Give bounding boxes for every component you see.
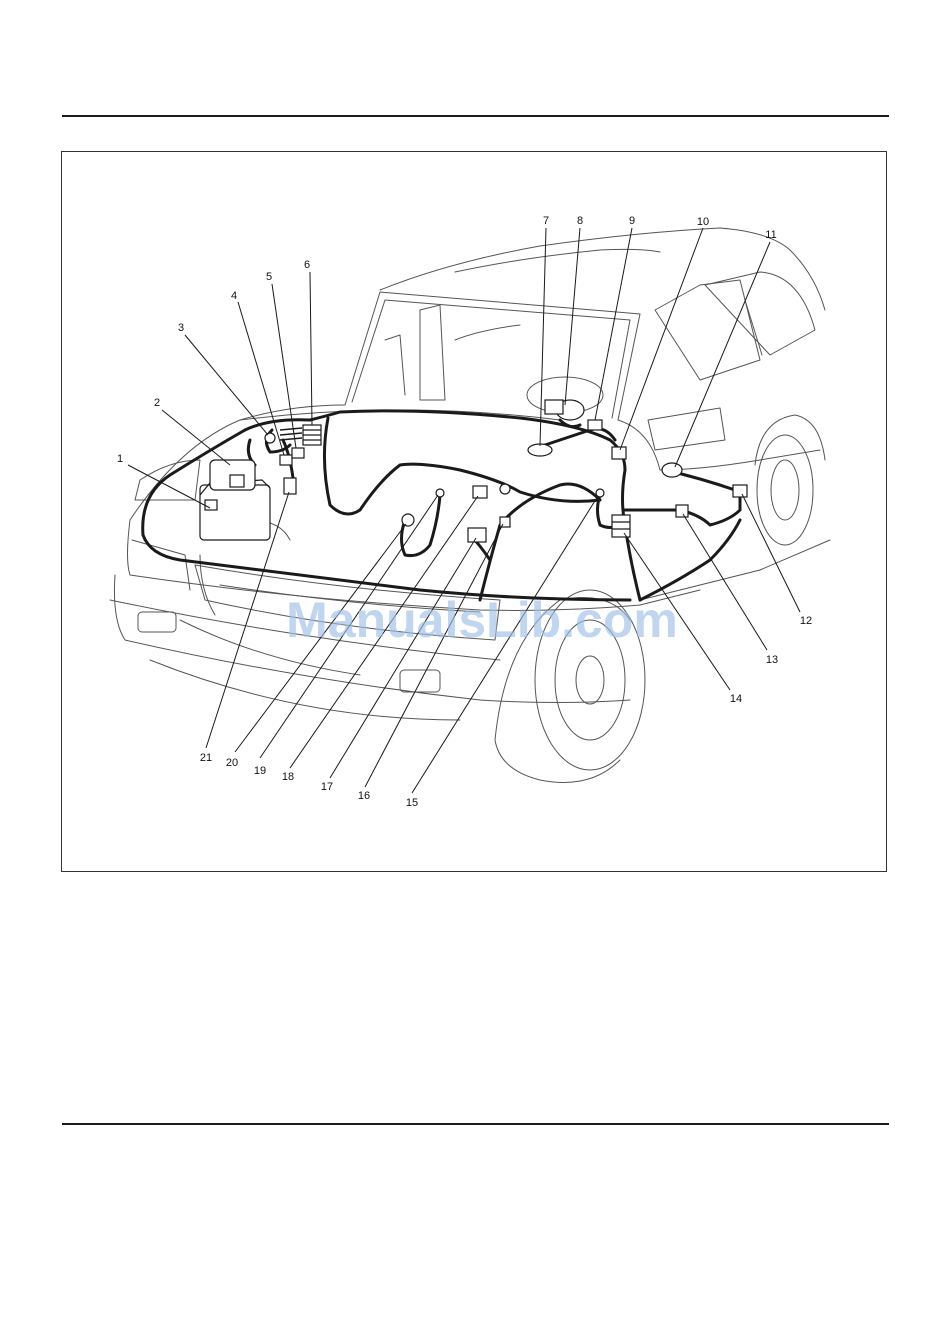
connector-11: [662, 463, 682, 477]
connector-5: [292, 448, 304, 458]
callout-1: 1: [116, 453, 124, 465]
connector-17: [468, 528, 486, 542]
callout-14: 14: [729, 693, 743, 705]
watermark-text: ManualsLib.com: [286, 592, 678, 648]
callout-5: 5: [265, 271, 273, 283]
callout-13: 13: [765, 654, 779, 666]
battery-terminal: [205, 500, 217, 510]
callout-16: 16: [357, 790, 371, 802]
connector-21: [284, 478, 296, 494]
connector-10: [612, 447, 626, 459]
connector-15: [596, 489, 604, 497]
callout-19: 19: [253, 765, 267, 777]
connector-3: [265, 433, 275, 443]
callout-12: 12: [799, 615, 813, 627]
callout-2: 2: [153, 397, 161, 409]
connector-14: [612, 515, 630, 537]
connector-13: [676, 505, 688, 517]
callout-6: 6: [303, 259, 311, 271]
connector-12: [733, 485, 747, 497]
callout-21: 21: [199, 752, 213, 764]
relay-box-cap: [230, 475, 244, 487]
callout-10: 10: [696, 216, 710, 228]
callout-4: 4: [230, 290, 238, 302]
callout-20: 20: [225, 757, 239, 769]
connector-9: [588, 420, 602, 430]
callout-8: 8: [576, 215, 584, 227]
callout-7: 7: [542, 215, 550, 227]
harness-bundle: [280, 428, 302, 440]
steering-bracket: [545, 400, 563, 414]
connector-18: [473, 486, 487, 498]
callout-9: 9: [628, 215, 636, 227]
battery-component: [200, 485, 270, 540]
callout-11: 11: [765, 229, 777, 241]
connector-4: [280, 455, 292, 465]
connector-16: [500, 517, 510, 527]
connector-18b: [500, 484, 510, 494]
callout-18: 18: [281, 771, 295, 783]
connector-20: [402, 514, 414, 526]
callout-15: 15: [405, 797, 419, 809]
callout-17: 17: [320, 781, 334, 793]
callout-3: 3: [177, 322, 185, 334]
